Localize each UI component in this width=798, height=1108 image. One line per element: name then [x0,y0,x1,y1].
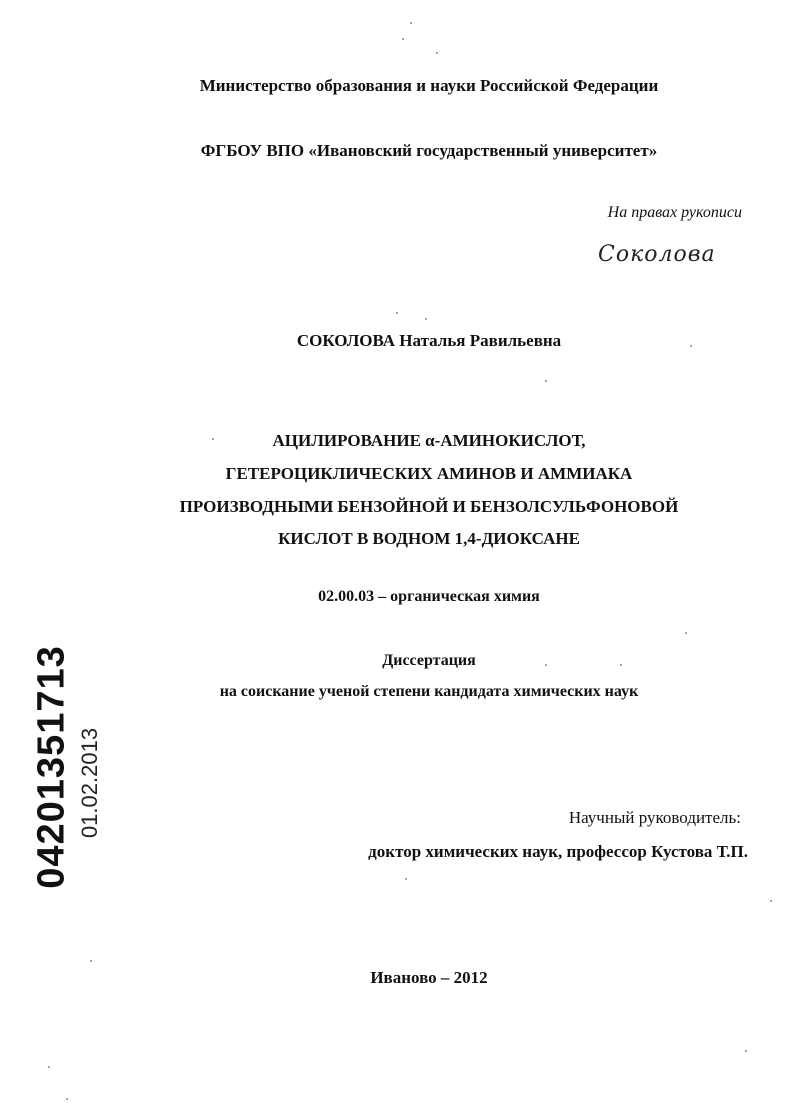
title-line-3: ПРОИЗВОДНЫМИ БЕНЗОЙНОЙ И БЕНЗОЛСУЛЬФОНОВОЙ [179,497,679,516]
university-heading: ФГБОУ ВПО «Ивановский государственный университет» [200,141,658,160]
handwritten-signature: Соколова [598,242,716,267]
city-year: Иваново – 2012 [370,968,488,987]
scan-speck [620,664,622,666]
author-name: СОКОЛОВА Наталья Равильевна [296,331,562,350]
specialty-code: 02.00.03 – органическая химия [318,588,540,605]
ministry-heading: Министерство образования и науки Российской Федерации [199,76,659,95]
stamp-number: 04201351713 [30,645,73,889]
scan-speck [212,438,214,440]
scan-speck [425,318,427,320]
scan-speck [396,312,398,314]
scan-speck [690,345,692,347]
manuscript-note: На правах рукописи [607,204,742,221]
advisor-name: доктор химических наук, профессор Кустова Т.П. [368,842,748,861]
scan-speck [745,1050,747,1052]
scan-speck [90,960,92,962]
document-type: Диссертация [382,652,476,669]
scan-speck [405,878,407,880]
advisor-role: Научный руководитель: [568,808,741,827]
scan-speck [685,632,687,634]
scan-speck [66,1098,68,1100]
title-line-1: АЦИЛИРОВАНИЕ α-АМИНОКИСЛОТ, [272,431,586,450]
scan-speck [48,1066,50,1068]
title-line-4: КИСЛОТ В ВОДНОМ 1,4-ДИОКСАНЕ [278,529,580,548]
scan-speck [410,22,412,24]
degree-line: на соискание ученой степени кандидата химических наук [219,683,639,700]
scan-speck [402,38,404,40]
scan-speck [545,380,547,382]
scan-speck [436,52,438,54]
stamp-date: 01.02.2013 [77,727,102,839]
scan-speck [770,900,772,902]
title-line-2: ГЕТЕРОЦИКЛИЧЕСКИХ АМИНОВ И АММИАКА [225,464,633,483]
scan-speck [545,664,547,666]
